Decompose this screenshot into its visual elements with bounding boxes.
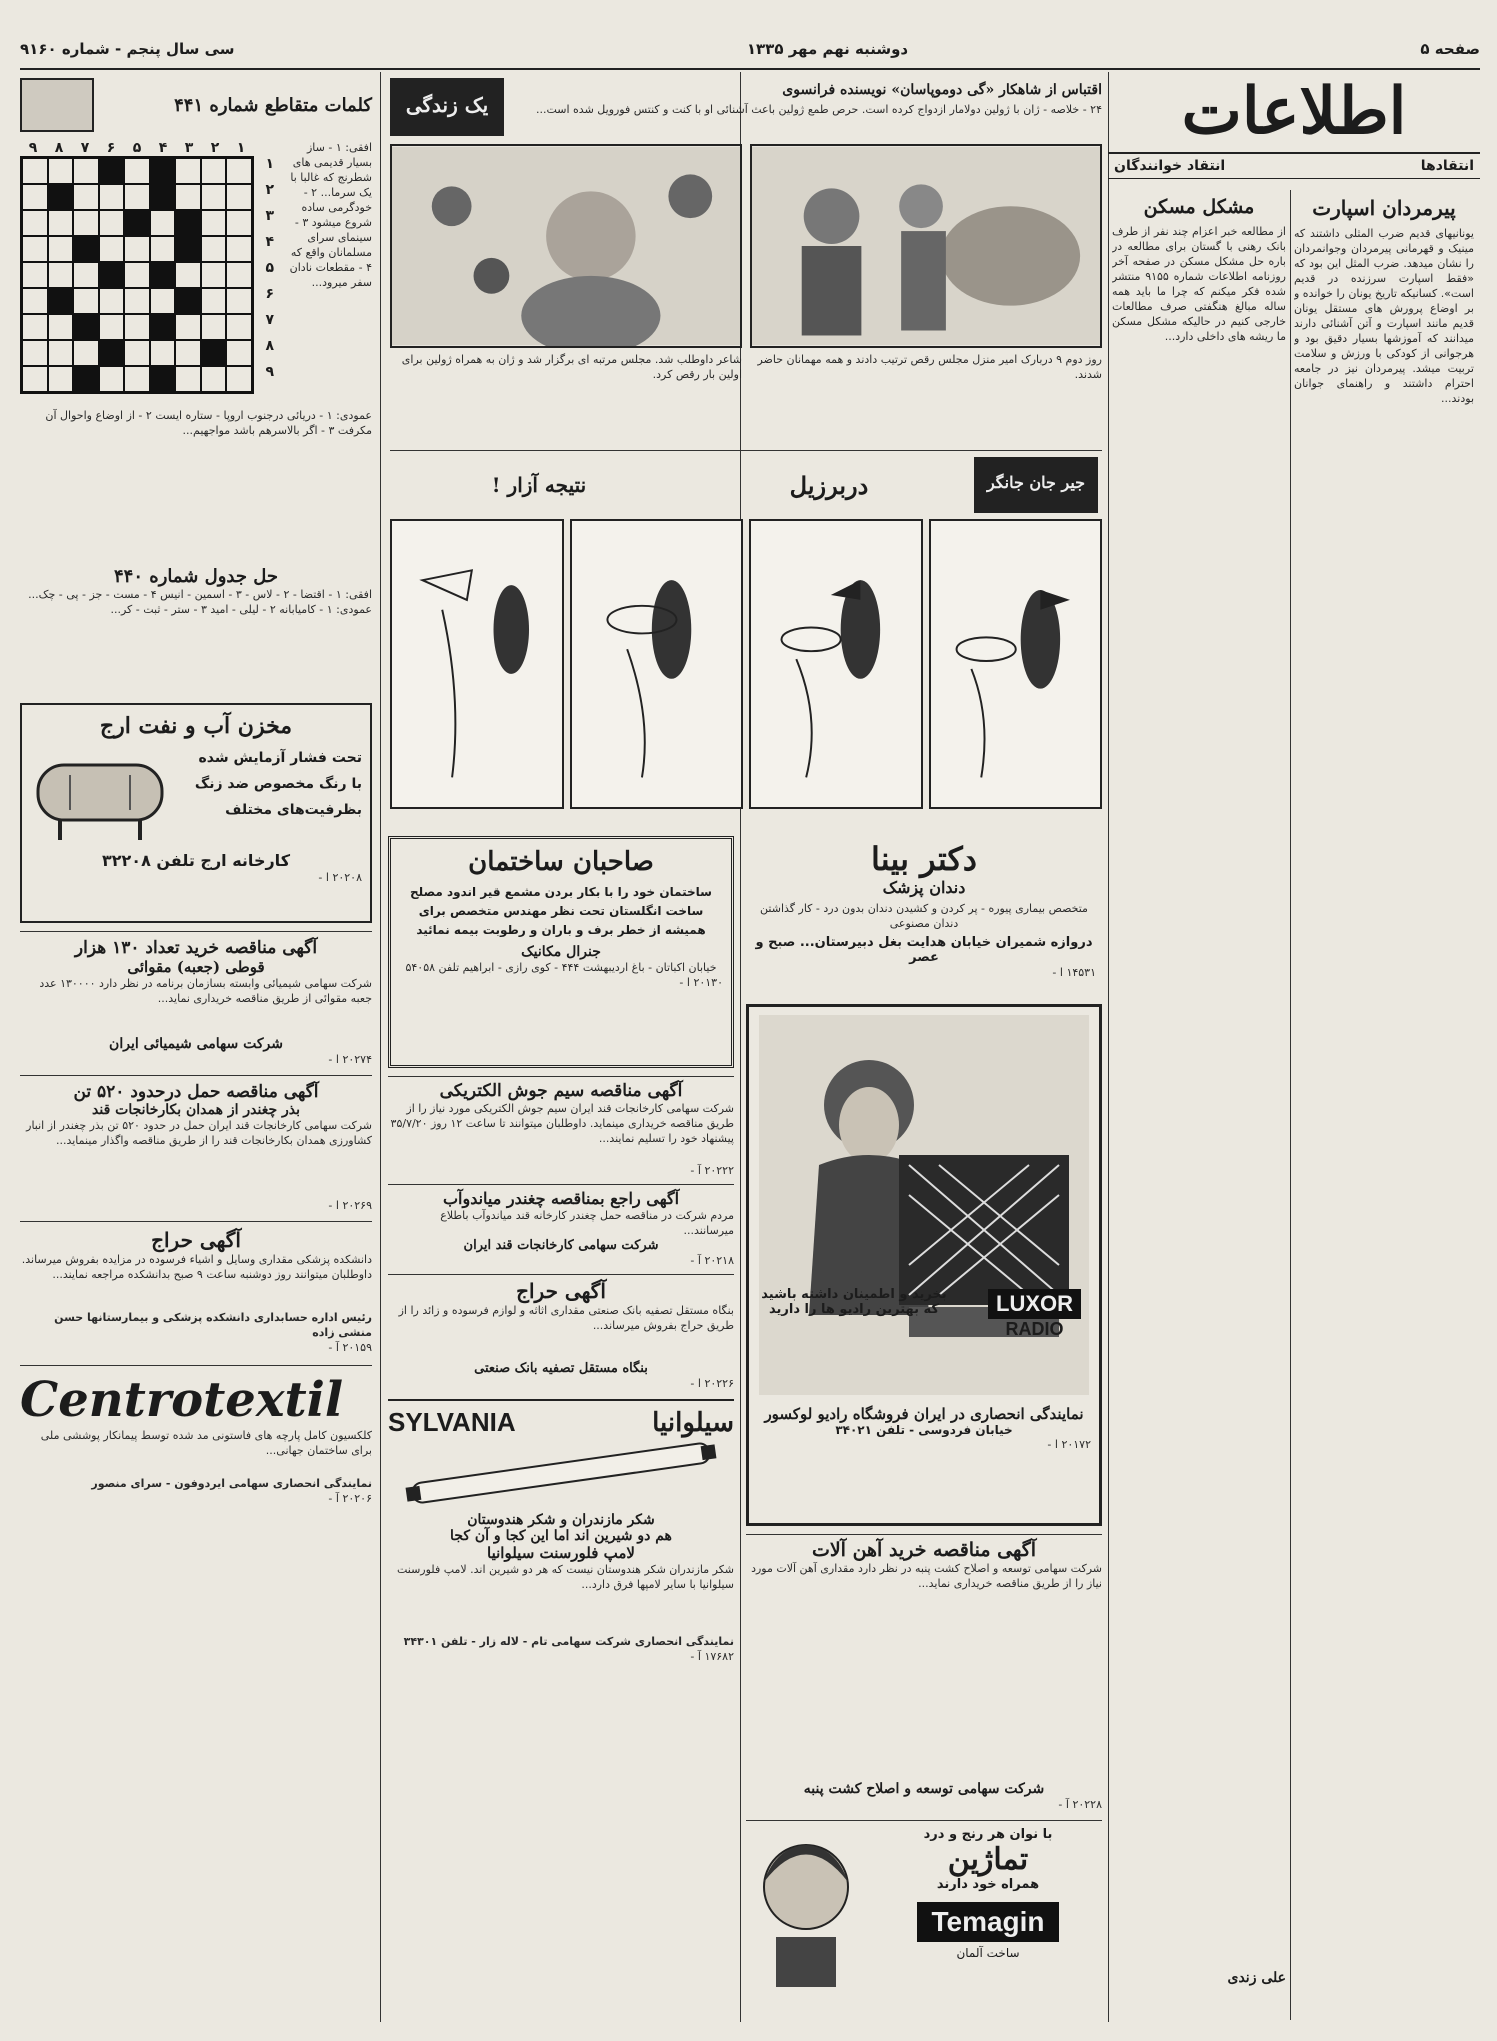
- crossword-row-number: ۳: [265, 208, 274, 224]
- crossword-cell[interactable]: [48, 184, 74, 210]
- crossword-cell[interactable]: [22, 184, 48, 210]
- crossword-cell[interactable]: [226, 340, 252, 366]
- crossword-cell[interactable]: [22, 366, 48, 392]
- story-section-label: یک زندگی: [390, 78, 504, 136]
- crossword-cell[interactable]: [175, 366, 201, 392]
- masthead-column: [1108, 72, 1480, 2027]
- section-readers: انتقاد خوانندگان: [1114, 158, 1226, 174]
- ad-tender-520-body: شرکت سهامی کارخانجات قند ایران حمل در حدود ۵۲۰ تن بذر چغندر از انبار کشاورزی همدان بکارخانجات قند را از طریق مناقصه واگذار مینماید...: [26, 1119, 372, 1147]
- ad-wire-code: ۲۰۲۲۲ آ -: [690, 1164, 734, 1177]
- tank-icon: [30, 745, 170, 845]
- crossword-row-number: ۱: [265, 156, 274, 172]
- ad-luxor-brand: LUXOR: [988, 1289, 1081, 1319]
- crossword-solution-body: افقی: ۱ - اقتضا - ۲ - لاس - ۳ - اسمین - انیس ۴ - مست - جز - پی - چک... عمودی: ۱ - کامیابانه ۲ - لیلی - امید ۳ - ستر - ثبت - کر...: [28, 588, 372, 616]
- crossword-cell[interactable]: [175, 210, 201, 236]
- ad-tender-520-code: ۲۰۲۶۹ ا -: [328, 1199, 372, 1212]
- crossword-cell[interactable]: [99, 314, 125, 340]
- ad-sylvania-line3: لامپ فلورسنت سیلوانیا: [487, 1544, 635, 1562]
- crossword-cell[interactable]: [226, 262, 252, 288]
- ad-temagin: [746, 1820, 1102, 2027]
- crossword-cell[interactable]: [201, 340, 227, 366]
- ad-iron-tender: [746, 1534, 1102, 1812]
- ad-miandoab-tender: [388, 1184, 734, 1268]
- crossword-cell[interactable]: [201, 210, 227, 236]
- crossword-cell[interactable]: [175, 314, 201, 340]
- ad-auction-mid: [388, 1274, 734, 1391]
- ad-auction-left: [20, 1221, 372, 1355]
- crossword-cell[interactable]: [124, 262, 150, 288]
- crossword-cell[interactable]: [124, 314, 150, 340]
- ad-erj-line2: با رنگ مخصوص ضد زنگ: [194, 776, 362, 792]
- story-panel-right: [750, 144, 1102, 348]
- crossword-cell[interactable]: [99, 184, 125, 210]
- crossword-col-number: ۹: [28, 140, 38, 156]
- crossword-cell[interactable]: [150, 314, 176, 340]
- ad-dentist-address: دروازه شمیران خیابان هدایت بغل دبیرستان... صبح و عصر: [755, 935, 1093, 965]
- header-issue: سی سال پنجم - شماره ۹۱۶۰: [20, 40, 235, 58]
- ad-tender-130-company: شرکت سهامی شیمیائی ایران: [109, 1036, 283, 1052]
- column-rule: [380, 72, 381, 2022]
- ad-building-address: خیابان اکباتان - باغ اردیبهشت ۴۴۴ - کوی رازی - ابراهیم تلفن ۵۴۰۵۸: [405, 961, 717, 974]
- crossword-cell[interactable]: [150, 210, 176, 236]
- ad-dentist-code: ۱۴۵۳۱ ا -: [1052, 966, 1096, 979]
- crossword-cell[interactable]: [99, 262, 125, 288]
- crossword-cell[interactable]: [48, 210, 74, 236]
- section-criticism: انتقادها: [1420, 158, 1474, 174]
- crossword-row-number: ۷: [265, 312, 274, 328]
- crossword-cell[interactable]: [226, 288, 252, 314]
- crossword-cell[interactable]: [48, 288, 74, 314]
- ad-building-owners: [388, 836, 734, 1068]
- ad-auction-mid-signature: بنگاه مستقل تصفیه بانک صنعتی: [474, 1361, 648, 1376]
- crossword-cell[interactable]: [175, 236, 201, 262]
- left-column: [20, 78, 372, 2028]
- ad-building-company: جنرال مکانیک: [521, 944, 601, 960]
- crossword-top-numbers: [20, 140, 274, 156]
- comic-title-result: نتیجه آزار !: [491, 473, 587, 497]
- crossword-cell[interactable]: [22, 236, 48, 262]
- crossword-cell[interactable]: [150, 184, 176, 210]
- header-date: دوشنبه نهم مهر ۱۳۳۵: [746, 40, 909, 58]
- story-caption-right: روز دوم ۹ دربارک امیر منزل مجلس رقص ترتیب دادند و همه مهمانان حاضر شدند.: [757, 353, 1102, 381]
- story-illustration-icon: [752, 146, 1100, 346]
- ad-temagin-brand: Temagin: [917, 1902, 1058, 1942]
- crossword-col-number: ۱: [236, 140, 246, 156]
- crossword-cell[interactable]: [226, 314, 252, 340]
- crossword-cell[interactable]: [150, 288, 176, 314]
- crossword-cell[interactable]: [201, 236, 227, 262]
- ad-temagin-line3: همراه خود دارند: [936, 1877, 1040, 1892]
- story-summary: ۲۴ - خلاصه - ژان با ژولین دولامار ازدواج کرده است. حرص طمع ژولین باعث آشنائی او با کنت و کنتس فورویل شده است...: [535, 103, 1102, 116]
- ad-tender-130-title: آگهی مناقصه خرید تعداد ۱۳۰ هزار: [74, 938, 318, 958]
- ad-erj: [20, 703, 372, 923]
- story-section: [390, 78, 1102, 438]
- crossword-col-number: ۸: [54, 140, 64, 156]
- crossword-cell[interactable]: [226, 236, 252, 262]
- bird-man-icon: [931, 521, 1101, 807]
- crossword-cell[interactable]: [124, 210, 150, 236]
- article-spartan-title: پیرمردان اسپارت: [1312, 196, 1456, 220]
- ad-auction-left-code: ۲۰۱۵۹ آ -: [328, 1341, 372, 1354]
- bird-man-icon: [392, 521, 562, 807]
- ad-wire-title: آگهی مناقصه سیم جوش الکتریکی: [439, 1081, 683, 1101]
- article-spartan-body: یونانیهای قدیم ضرب المثلی داشتند که مینیک و قهرمانی پیرمردان وجوانمردان را نشان میدهد. ضرب المثل این بود که «فقط اسپارت سرزنده در قدیم است». کسانیکه تاریخ یونان را خوانده و بر اوضاع پرورش های مستقل یونان قدیم مانند اسپارت و آتن آشنائی دارند میدانند که آموزشها بسیار دقیق بود و هرجوانی از کودکی با ورزش و سلامت تربیت میشد. پیرمردان نیز در جامعه احترام داشتند و راهنمای جوانان بودند...: [1294, 227, 1474, 405]
- crossword-col-number: ۲: [210, 140, 220, 156]
- crossword-cell[interactable]: [73, 314, 99, 340]
- crossword-row-number: ۲: [265, 182, 274, 198]
- ad-tender-520-subtitle: بذر چغندر از همدان بکارخانجات قند: [92, 1102, 300, 1118]
- crossword-cell[interactable]: [150, 236, 176, 262]
- crossword-cell[interactable]: [48, 340, 74, 366]
- ad-tender-130: [20, 931, 372, 1067]
- ad-building-body: ساختمان خود را با بکار بردن مشمع قیر اندود مصلح ساخت انگلستان تحت نظر مهندس متخصص برای همیشه از خطر برف و باران و رطوبت بیمه نمائید: [410, 885, 712, 937]
- ad-building-title: صاحبان ساختمان: [468, 847, 654, 877]
- crossword-cell[interactable]: [201, 366, 227, 392]
- ad-dentist-title: دکتر بینا: [871, 840, 977, 878]
- crossword-cell[interactable]: [99, 340, 125, 366]
- crossword-row-number: ۹: [265, 364, 274, 380]
- ad-sylvania-brand: SYLVANIA: [388, 1407, 516, 1437]
- crossword-cell[interactable]: [73, 340, 99, 366]
- crossword-cell[interactable]: [124, 236, 150, 262]
- crossword-cell[interactable]: [150, 158, 176, 184]
- crossword-cell[interactable]: [99, 210, 125, 236]
- ad-iron-code: ۲۰۲۲۸ آ -: [1058, 1798, 1102, 1811]
- crossword-cell[interactable]: [48, 314, 74, 340]
- crossword-cell[interactable]: [73, 236, 99, 262]
- ad-iron-title: آگهی مناقصه خرید آهن آلات: [811, 1539, 1037, 1561]
- crossword-cell[interactable]: [226, 184, 252, 210]
- crossword-cell[interactable]: [99, 158, 125, 184]
- ad-erj-line1: تحت فشار آزمایش شده: [198, 750, 362, 766]
- crossword-cell[interactable]: [124, 340, 150, 366]
- crossword-title: کلمات متقاطع شماره ۴۴۱: [174, 94, 372, 116]
- woman-face-icon: [746, 1827, 866, 1997]
- crossword-cell[interactable]: [48, 366, 74, 392]
- crossword-row-number: ۴: [265, 234, 274, 250]
- ad-temagin-maker: ساخت آلمان: [956, 1946, 1020, 1960]
- comic-title-brazil: دربرزیل: [789, 470, 869, 500]
- crossword-cell[interactable]: [201, 262, 227, 288]
- ad-miandoab-title: آگهی راجع بمناقصه چغندر میاندوآب: [442, 1189, 680, 1208]
- ad-wire-body: شرکت سهامی کارخانجات قند ایران سیم جوش الکتریکی مورد نیاز را از طریق مناقصه خریداری مینماید. داوطلبان میتوانند تا ساعت ۱۲ روز ۳۵/۷/۲۰ پیشنهاد خود را تسلیم نمایند...: [390, 1102, 734, 1145]
- crossword-cell[interactable]: [175, 288, 201, 314]
- article-housing-signature: علی زندی: [1227, 1970, 1286, 1986]
- ad-temagin-line2: تماژین: [947, 1842, 1029, 1877]
- bird-man-icon: [751, 521, 921, 807]
- ad-dentist: [746, 836, 1102, 1004]
- ad-centrotextil-agent: نمایندگی انحصاری سهامی ایردوفون - سرای منصور: [91, 1477, 372, 1490]
- ad-luxor-brand2: RADIO: [1005, 1319, 1064, 1339]
- crossword-cell[interactable]: [124, 184, 150, 210]
- crossword-cell[interactable]: [175, 262, 201, 288]
- story-caption-left: شاعر داوطلب شد. مجلس مرتبه ای برگزار شد و ژان به همراه ژولین برای اولین بار رقص کرد.: [401, 353, 742, 381]
- crossword-cell[interactable]: [226, 158, 252, 184]
- article-housing: [1112, 190, 1286, 2020]
- comic-strip: [390, 450, 1102, 830]
- center-right-ads: [746, 836, 1102, 2026]
- crossword-cell[interactable]: [22, 210, 48, 236]
- ad-centrotextil-brand: Centrotextil: [20, 1372, 344, 1428]
- crossword-row-number: ۶: [265, 286, 274, 302]
- ad-centrotextil: [20, 1365, 372, 1506]
- fluorescent-tube-icon: [388, 1438, 734, 1508]
- crossword-cell[interactable]: [150, 366, 176, 392]
- ad-luxor-code: ۲۰۱۷۲ ا -: [1047, 1438, 1091, 1451]
- article-spartan: [1294, 190, 1474, 2020]
- comic-panel: [929, 519, 1103, 809]
- crossword-cell[interactable]: [22, 158, 48, 184]
- header-page-number: صفحه ۵: [1420, 40, 1480, 58]
- article-housing-body: از مطالعه خبر اعزام چند نفر از طرف بانک رهنی با گستان برای مطالعه در باره حل مشکل مسکن در صفحه آخر روزنامه اطلاعات شماره ۹۱۵۵ منتشر شده فکر میکنم که چرا ما باید همه ساله مبالغ هنگفتی صرف مطالعات خارجی کنیم در حالیکه مشکل مسکن ما ریشه های داخلی دارد...: [1112, 225, 1286, 343]
- ad-temagin-line1: با نوان هر رنج و درد: [923, 1827, 1053, 1842]
- ad-auction-left-body: دانشکده پزشکی مقداری وسایل و اشیاء فرسوده در مزایده بفروش میرساند. داوطلبان میتوانند روز دوشنبه ساعت ۹ صبح بدانشکده مراجعه نمایند...: [21, 1253, 372, 1281]
- crossword-cell[interactable]: [48, 262, 74, 288]
- crossword-cell[interactable]: [73, 288, 99, 314]
- crossword-cell[interactable]: [22, 262, 48, 288]
- ad-auction-left-signature: رئیس اداره حسابداری دانشکده پزشکی و بیمارستانها حسن منشی زاده: [54, 1311, 372, 1339]
- crossword-cell[interactable]: [99, 288, 125, 314]
- ad-luxor-radio: [746, 1004, 1102, 1526]
- crossword-cell[interactable]: [201, 314, 227, 340]
- crossword-cell[interactable]: [124, 288, 150, 314]
- crossword-cell[interactable]: [124, 158, 150, 184]
- crossword-cell[interactable]: [150, 340, 176, 366]
- crossword-cell[interactable]: [226, 366, 252, 392]
- article-housing-title: مشکل مسکن: [1143, 196, 1255, 218]
- masthead-sections: [1108, 152, 1480, 179]
- comic-panel: [749, 519, 923, 809]
- ad-dentist-body: متخصص بیماری پیوره - پر کردن و کشیدن دندان بدون درد - کار گذاشتن دندان مصنوعی: [760, 902, 1088, 930]
- ad-centrotextil-code: ۲۰۲۰۶ آ -: [328, 1492, 372, 1505]
- crossword-cell[interactable]: [48, 236, 74, 262]
- crossword-grid[interactable]: [20, 156, 254, 394]
- story-panel-left: [390, 144, 742, 348]
- ad-auction-left-title: آگهی حراج: [151, 1228, 241, 1252]
- ad-dentist-subtitle: دندان پزشک: [882, 878, 966, 897]
- ad-erj-factory: کارخانه ارج تلفن ۳۲۲۰۸: [102, 851, 290, 870]
- story-illustration-icon: [392, 146, 740, 346]
- ad-auction-mid-title: آگهی حراج: [516, 1279, 606, 1303]
- ad-auction-mid-body: بنگاه مستقل تصفیه بانک صنعتی مقداری اثاثه و لوازم فرسوده و زائد را از طریق حراج بفروش میرساند...: [398, 1304, 734, 1332]
- ad-tender-130-code: ۲۰۲۷۴ ا -: [328, 1053, 372, 1066]
- masthead-title: اطلاعات: [1181, 74, 1407, 149]
- crossword-cell[interactable]: [73, 184, 99, 210]
- ad-centrotextil-body: کلکسیون کامل پارچه های فاستونی مد شده توسط پیمانکار پوششی ملی برای ساختمان جهانی...: [40, 1429, 372, 1457]
- center-left-ads: [388, 836, 734, 2026]
- ad-sylvania-line2: هم دو شیرین اند اما این کجا و آن کجا: [450, 1528, 672, 1544]
- crossword-cell[interactable]: [22, 288, 48, 314]
- bird-man-icon: [572, 521, 742, 807]
- column-rule: [1290, 190, 1291, 2020]
- ad-sylvania-company: نمایندگی انحصاری شرکت سهامی تام - لاله زار - تلفن ۳۴۳۰۱: [403, 1635, 734, 1648]
- comic-series-label: جیر جان جانگر: [974, 457, 1098, 513]
- ad-erj-line3: بظرفیت‌های مختلف: [225, 802, 362, 818]
- ad-erj-title: مخزن آب و نفت ارج: [99, 713, 293, 739]
- crossword-cell[interactable]: [73, 366, 99, 392]
- ad-sylvania: [388, 1399, 734, 1664]
- page-header: [20, 30, 1480, 70]
- crossword-cell[interactable]: [48, 158, 74, 184]
- ad-tender-520: [20, 1075, 372, 1213]
- ad-auction-mid-code: ۲۰۲۲۶ ا -: [690, 1377, 734, 1390]
- crossword-cell[interactable]: [99, 366, 125, 392]
- comic-panel: [390, 519, 564, 809]
- crossword-cell[interactable]: [175, 340, 201, 366]
- ad-tender-520-title: آگهی مناقصه حمل درحدود ۵۲۰ تن: [73, 1082, 319, 1102]
- crossword-cell[interactable]: [73, 210, 99, 236]
- crossword-cell[interactable]: [22, 340, 48, 366]
- ad-luxor-address: خیابان فردوسی - تلفن ۳۴۰۲۱: [835, 1423, 1013, 1437]
- crossword-row-number: ۸: [265, 338, 274, 354]
- crossword-cell[interactable]: [124, 366, 150, 392]
- ad-luxor-text: بخرید و اطمینان داشته باشید که بهترین رادیو ها را دارید: [761, 1287, 947, 1317]
- ad-iron-body: شرکت سهامی توسعه و اصلاح کشت پنبه در نظر دارد مقداری آهن آلات مورد نیاز را از طریق مناقصه خریداری نماید...: [751, 1562, 1102, 1590]
- crossword-row-number: ۵: [265, 260, 274, 276]
- crossword-cell[interactable]: [201, 288, 227, 314]
- ad-luxor-logo: [988, 1289, 1081, 1340]
- ad-tender-130-body: شرکت سهامی شیمیائی وابسته بسازمان برنامه در نظر دارد ۱۳۰۰۰۰ عدد جعبه مقوائی از طریق مناقصه خریداری نماید...: [39, 977, 372, 1005]
- comic-panel: [570, 519, 744, 809]
- crossword-col-number: ۶: [106, 140, 116, 156]
- crossword-cell[interactable]: [73, 158, 99, 184]
- crossword-cell[interactable]: [73, 262, 99, 288]
- crossword-cell[interactable]: [99, 236, 125, 262]
- ad-wire-tender: [388, 1076, 734, 1178]
- crossword-col-number: ۴: [158, 140, 168, 156]
- ad-erj-code: ۲۰۲۰۸ ا -: [318, 871, 362, 884]
- crossword-cell[interactable]: [226, 210, 252, 236]
- crossword-cell[interactable]: [175, 158, 201, 184]
- ad-sylvania-body: شکر مازندران شکر هندوستان نیست که هر دو شیرین اند. لامپ فلورسنت سیلوانیا با سایر لامپها فرق دارد...: [396, 1563, 734, 1591]
- crossword-cell[interactable]: [150, 262, 176, 288]
- ad-miandoab-code: ۲۰۲۱۸ آ -: [690, 1254, 734, 1267]
- ad-luxor-agent: نمایندگی انحصاری در ایران فروشگاه رادیو لوکسور: [764, 1405, 1084, 1423]
- crossword-cell[interactable]: [22, 314, 48, 340]
- ad-sylvania-line1: شکر مازندران و شکر هندوستان: [467, 1512, 655, 1528]
- crossword-cell[interactable]: [175, 184, 201, 210]
- ad-tender-130-subtitle: قوطی (جعبه) مقوائی: [127, 958, 265, 976]
- ad-miandoab-body: مردم شرکت در مناقصه حمل چغندر کارخانه قند میاندوآب باطلاع میرسانند...: [440, 1209, 734, 1237]
- ad-sylvania-brand-fa: سیلوانیا: [652, 1407, 734, 1438]
- ad-iron-company: شرکت سهامی توسعه و اصلاح کشت پنبه: [803, 1781, 1045, 1797]
- crossword-cell[interactable]: [201, 184, 227, 210]
- ad-building-code: ۲۰۱۳۰ ا -: [679, 976, 723, 989]
- crossword-row-numbers: [254, 156, 274, 394]
- crossword-col-number: ۵: [132, 140, 142, 156]
- crossword-logo-icon: [20, 78, 94, 132]
- crossword-down-clues: عمودی: ۱ - دریائی درجنوب اروپا - ستاره ایست ۲ - از اوضاع واحوال آن مکرفت ۳ - اگر بالاسرهم باشد مواجهیم...: [45, 409, 372, 437]
- ad-miandoab-company: شرکت سهامی کارخانجات قند ایران: [463, 1238, 659, 1253]
- crossword-cell[interactable]: [201, 158, 227, 184]
- crossword-col-number: ۷: [80, 140, 90, 156]
- crossword-across-clues: افقی: ۱ - ساز بسیار قدیمی های شطرنج که غالبا با یک سرما... ۲ - خودگرمی ساده شروع میشود ۳ - سینمای سرای مسلمانان واقع که ۴ - مقطعات نادان سفر میرود...: [289, 141, 372, 289]
- crossword-col-number: ۳: [184, 140, 194, 156]
- ad-sylvania-code: ۱۷۶۸۲ آ -: [690, 1650, 734, 1663]
- crossword-solution-title: حل جدول شماره ۴۴۰: [113, 566, 278, 587]
- story-title: اقتباس از شاهکار «گی دوموپاسان» نویسنده فرانسوی: [782, 82, 1102, 98]
